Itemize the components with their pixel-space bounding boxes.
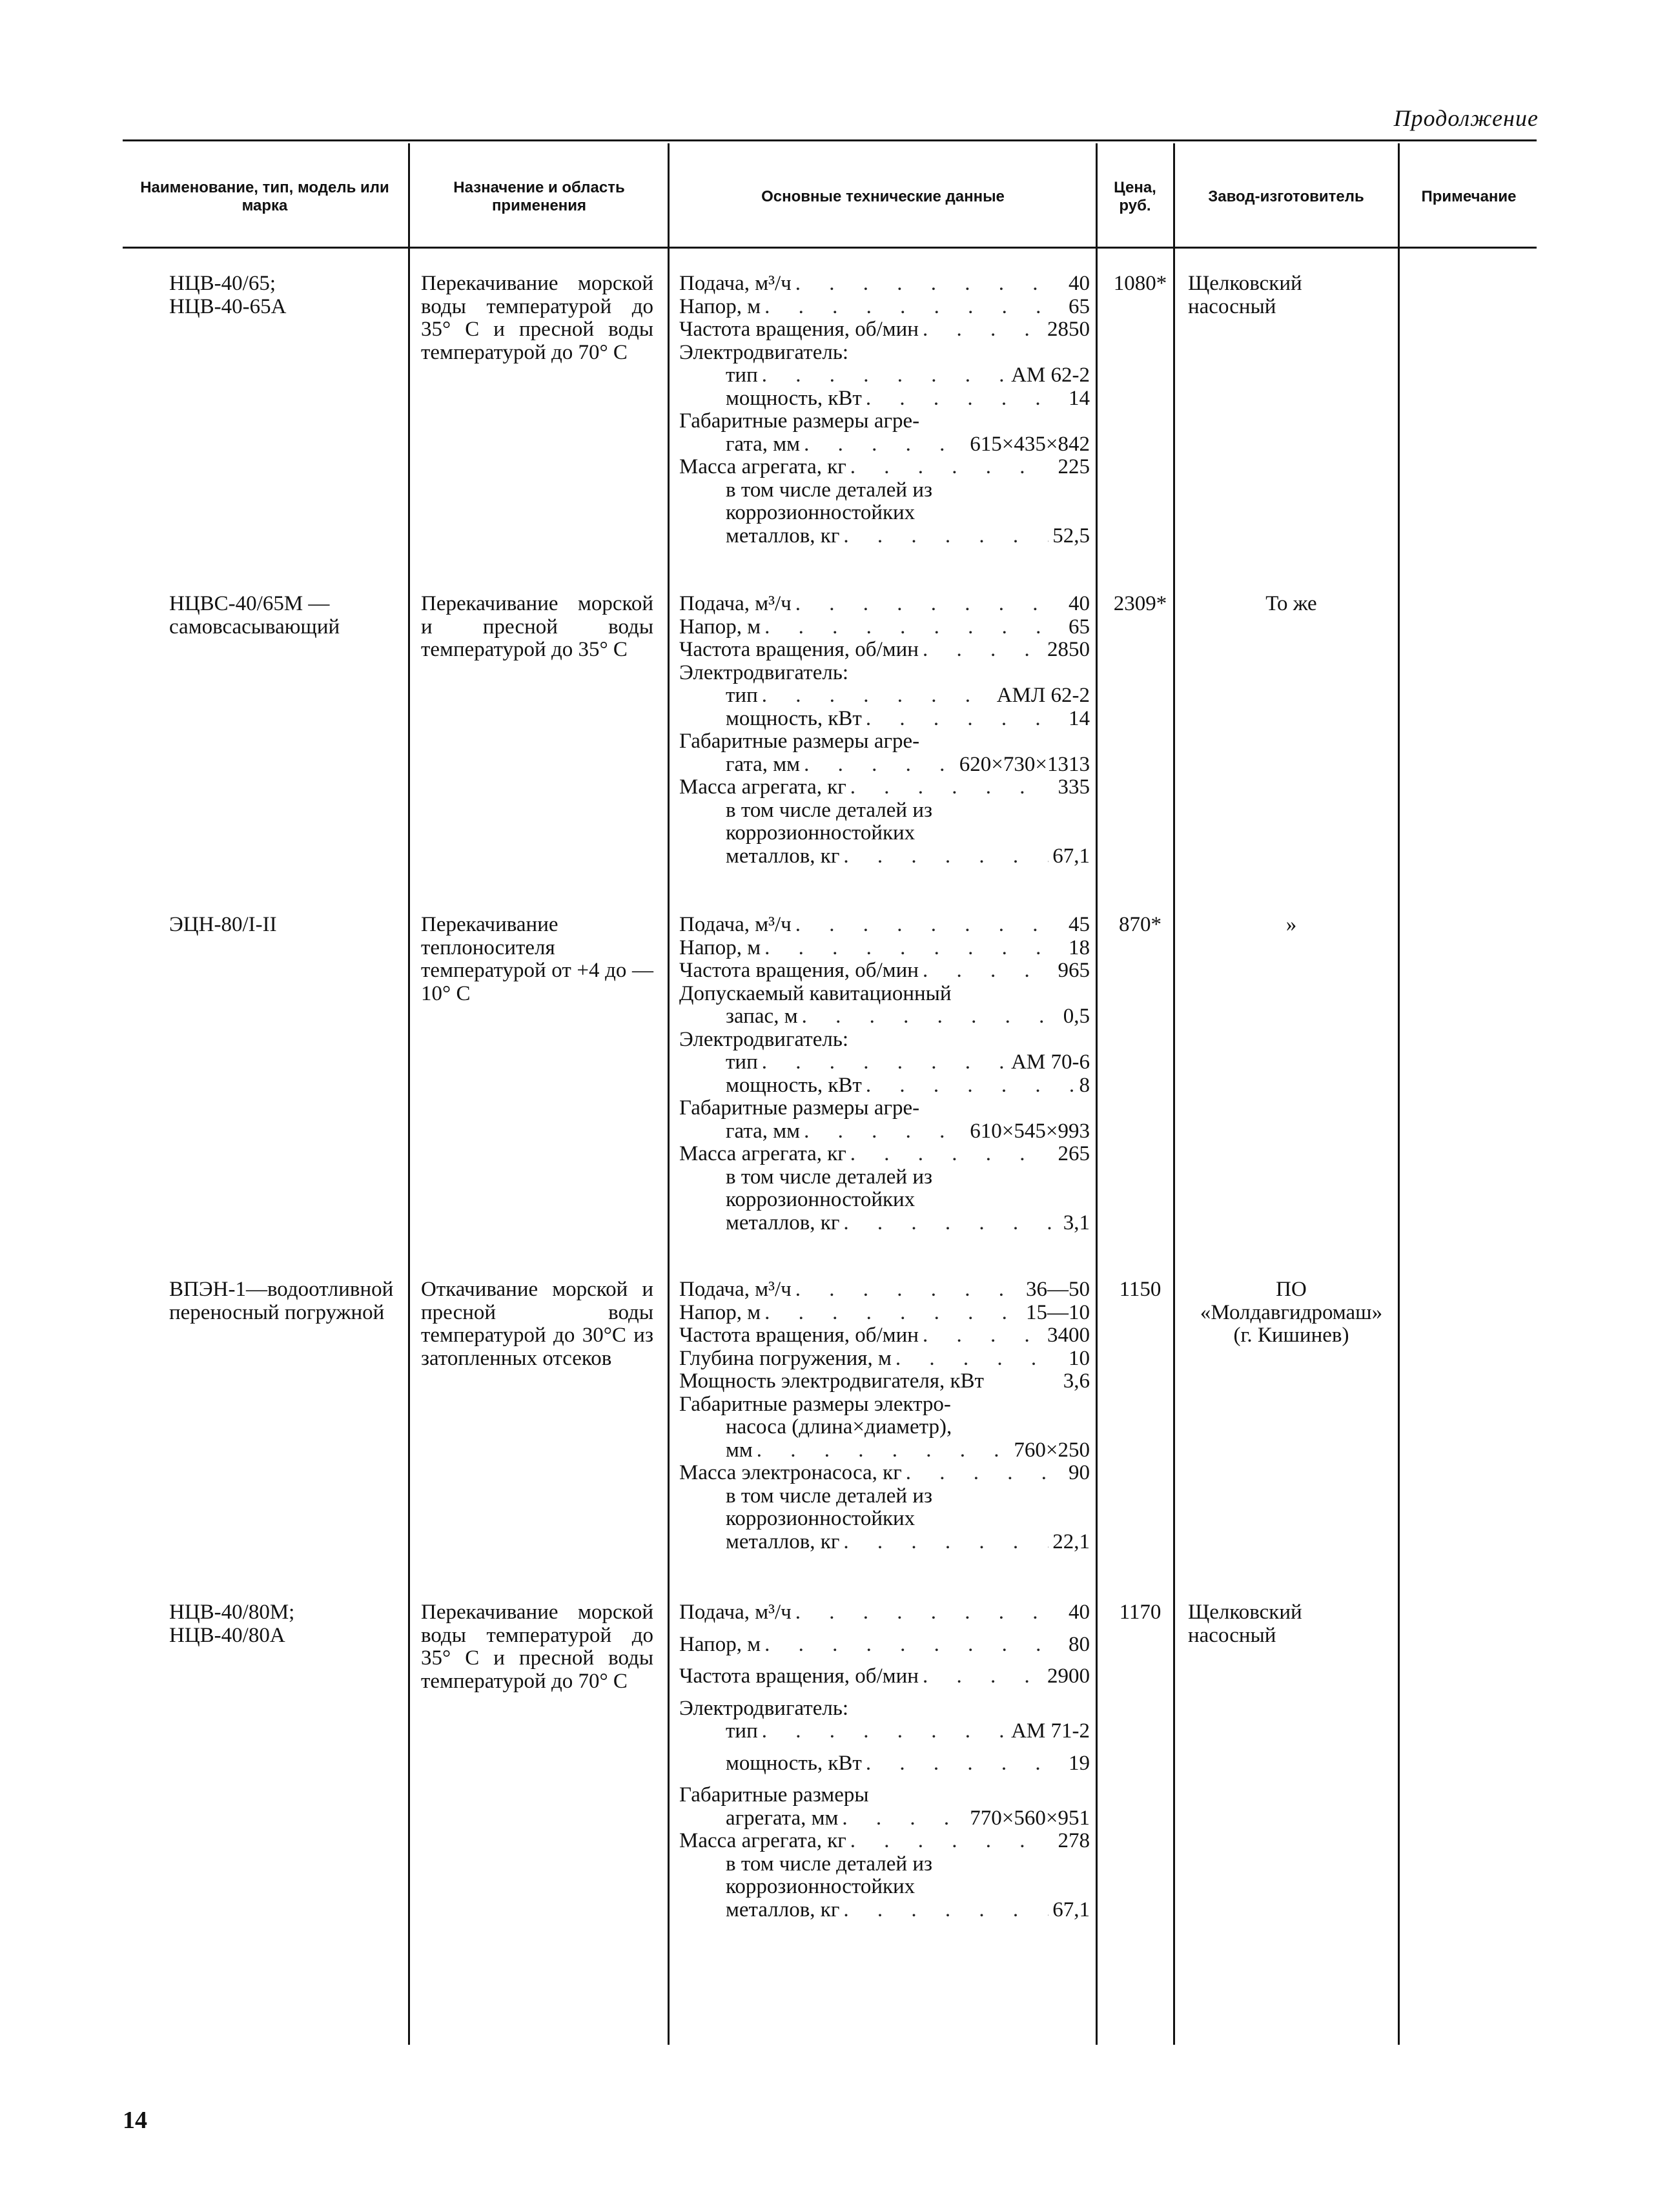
dot-leader [843,845,1049,868]
header-bottom-rule [123,247,1537,249]
spec-label: в том числе деталей из [726,1165,933,1189]
spec-line [679,387,1090,411]
spec-label: тип [726,1050,758,1074]
dot-leader [866,387,1065,411]
spec-label: мощность, кВт [726,386,862,410]
spec-label: Напор, м [679,936,761,959]
dot-leader [804,1120,966,1143]
header-name: Наименование, тип, модель или марка [140,178,389,214]
spec-label: Частота вращения, об/мин [679,959,919,982]
spec-line [679,1347,1090,1371]
spec-value: 610×545×993 [970,1119,1090,1143]
spec-label: запас, м [726,1005,798,1028]
dot-leader [764,937,1065,960]
spec-line [679,296,1090,319]
spec-label: Частота вращения, об/мин [679,1664,919,1688]
spec-label: Подача, м³/ч [679,592,792,615]
product-price: 870* [1119,913,1161,936]
spec-line [679,845,1090,868]
dot-leader [843,1531,1049,1554]
spec-label: Габаритные размеры агре- [679,1096,920,1120]
spec-value: 278 [1058,1829,1090,1852]
spec-line [679,433,1090,456]
product-price: 1150 [1119,1278,1161,1301]
spec-label: Масса электронасоса, кг [679,1461,902,1484]
dot-leader [923,1324,1043,1347]
dot-leader [804,433,966,456]
spec-label: Масса агрегата, кг [679,455,846,478]
spec-line [679,1665,1090,1688]
spec-line [679,342,1090,365]
dot-leader [923,639,1043,662]
spec-value: 8 [1079,1073,1090,1097]
spec-label: Масса агрегата, кг [679,775,846,799]
spec-label: Мощность электродвигателя, кВт [679,1369,984,1393]
spec-label: мощность, кВт [726,706,862,730]
spec-label: Габаритные размеры агре- [679,409,920,433]
spec-label: коррозионностойких [726,1507,916,1530]
spec-line [679,1697,1090,1721]
spec-label: Частота вращения, об/мин [679,638,919,661]
spec-value: АМ 71-2 [1011,1719,1090,1743]
spec-value: 90 [1069,1461,1090,1484]
spec-line [679,639,1090,662]
spec-label: гата, мм [726,1119,801,1143]
spec-label: Габаритные размеры электро- [679,1392,951,1416]
spec-line [679,1370,1090,1393]
spec-label: Подача, м³/ч [679,272,792,295]
spec-value: 40 [1069,592,1090,615]
spec-line [679,1120,1090,1143]
header-maker: Завод-изготовитель [1208,187,1364,205]
spec-label: мм [726,1438,753,1462]
spec-value: 620×730×1313 [959,752,1090,776]
spec-value: 225 [1058,455,1090,478]
dot-leader [804,753,956,777]
spec-line [679,684,1090,708]
product-price: 2309* [1113,592,1167,615]
spec-line [679,799,1090,823]
spec-line [679,1508,1090,1531]
spec-label: металлов, кг [726,1530,840,1553]
spec-label: Подача, м³/ч [679,913,792,936]
spec-label: металлов, кг [726,1211,840,1234]
spec-label: тип [726,684,758,707]
spec-value: 3400 [1047,1324,1090,1347]
dot-leader [923,1665,1043,1688]
spec-value: 965 [1058,959,1090,982]
dot-leader [795,1601,1065,1624]
spec-line [679,410,1090,433]
spec-label: в том числе деталей из [726,478,933,502]
spec-value: 10 [1069,1346,1090,1370]
spec-label: Габаритные размеры агре- [679,730,920,753]
spec-value: 2900 [1047,1664,1090,1688]
header-specs: Основные технические данные [761,187,1005,205]
spec-line [679,937,1090,960]
spec-label: коррозионностойких [726,1188,916,1211]
spec-value: 15—10 [1026,1300,1090,1324]
header-price: Цена, руб. [1114,178,1156,214]
dot-leader [764,296,1065,319]
spec-label: металлов, кг [726,524,840,548]
spec-line [679,1302,1090,1325]
product-name: НЦВ-40/80М; НЦВ-40/80А [169,1601,295,1647]
spec-line [679,1853,1090,1876]
spec-line [679,1005,1090,1029]
spec-label: Напор, м [679,294,761,318]
spec-label: коррозионностойких [726,501,916,524]
spec-line [679,272,1090,296]
spec-line [679,1830,1090,1853]
dot-leader [795,272,1065,296]
spec-line [679,1807,1090,1830]
spec-label: Подача, м³/ч [679,1278,792,1301]
product-purpose: Перекачивание теплоносителя температурой от +4 до —10° С [421,913,653,1005]
spec-label: Глубина погружения, м [679,1346,892,1370]
dot-leader [895,1347,1065,1371]
spec-label: Допускаемый кавитационный [679,981,952,1005]
dot-leader [850,1143,1054,1166]
dot-leader [850,776,1054,799]
spec-value: 40 [1069,1601,1090,1624]
spec-line [679,502,1090,525]
spec-value: 265 [1058,1142,1090,1165]
column-divider [1173,143,1175,2045]
product-maker: ПО «Молдавгидромаш» (г. Кишинев) [1200,1278,1383,1347]
dot-leader [764,616,1065,639]
spec-label: мощность, кВт [726,1751,862,1775]
spec-line [679,1393,1090,1417]
product-purpose: Перекачивание морской и пресной воды температурой до 35° С [421,592,653,661]
spec-value: 67,1 [1052,1898,1090,1921]
dot-leader [764,1302,1022,1325]
dot-leader [850,1830,1054,1853]
dot-leader [795,593,1065,616]
spec-list [679,914,1090,1234]
spec-value: 36—50 [1026,1278,1090,1301]
spec-label: мощность, кВт [726,1073,862,1097]
spec-line [679,318,1090,342]
continuation-label: Продолжение [1393,105,1539,131]
spec-line [679,525,1090,548]
spec-label: Электродвигатель: [679,1696,849,1720]
spec-list [679,1278,1090,1553]
spec-label: Напор, м [679,1632,761,1656]
spec-label: коррозионностойких [726,1875,916,1898]
dot-leader [757,1439,1010,1462]
spec-line [679,1074,1090,1098]
spec-label: гата, мм [726,432,801,456]
spec-list [679,593,1090,868]
spec-label: Частота вращения, об/мин [679,318,919,341]
spec-value: АМ 70-6 [1011,1050,1090,1074]
header-note: Примечание [1421,187,1517,205]
spec-value: АМЛ 62-2 [996,684,1090,707]
spec-label: тип [726,364,758,387]
dot-leader [762,684,993,708]
spec-label: в том числе деталей из [726,1852,933,1876]
spec-value: 2850 [1047,638,1090,661]
spec-line [679,1899,1090,1922]
table-top-rule [123,139,1537,141]
product-purpose: Перекачивание морской воды температурой до 35° С и пресной воды температурой до 70° С [421,1601,653,1693]
header-purpose: Назначение и область применения [453,178,625,214]
spec-value: 65 [1069,294,1090,318]
product-maker: » [1285,913,1297,936]
spec-value: 3,1 [1063,1211,1090,1234]
spec-label: в том числе деталей из [726,798,933,822]
spec-line [679,776,1090,799]
dot-leader [764,1633,1065,1657]
spec-label: металлов, кг [726,844,840,868]
spec-line [679,1876,1090,1899]
product-price: 1080* [1113,272,1167,295]
dot-leader [762,364,1007,387]
spec-label: Масса агрегата, кг [679,1829,846,1852]
spec-line [679,1601,1090,1624]
spec-label: Напор, м [679,1300,761,1324]
column-divider [668,143,670,2045]
spec-line [679,662,1090,685]
spec-label: Частота вращения, об/мин [679,1324,919,1347]
spec-line [679,456,1090,479]
column-divider [1096,143,1098,2045]
spec-line [679,1051,1090,1074]
dot-leader [762,1720,1007,1743]
spec-value: 67,1 [1052,844,1090,868]
spec-line [679,1416,1090,1439]
dot-leader [866,1752,1065,1776]
spec-value: 335 [1058,775,1090,799]
spec-value: 2850 [1047,318,1090,341]
spec-line [679,1633,1090,1657]
product-purpose: Перекачивание морской воды температурой до 35° С и пресной воды температурой до 70° С [421,272,653,364]
spec-list [679,1601,1090,1921]
spec-line [679,1212,1090,1235]
dot-leader [795,1278,1022,1302]
spec-line [679,1166,1090,1189]
spec-line [679,1278,1090,1302]
spec-line [679,593,1090,616]
column-divider [408,143,410,2045]
spec-line [679,1784,1090,1807]
spec-label: в том числе деталей из [726,1484,933,1508]
spec-line [679,1097,1090,1120]
spec-value: 22,1 [1052,1530,1090,1553]
dot-leader [866,1074,1076,1098]
spec-value: 760×250 [1014,1438,1090,1462]
spec-label: Электродвигатель: [679,661,849,684]
dot-leader [762,1051,1007,1074]
spec-line [679,364,1090,387]
dot-leader [843,1212,1059,1235]
product-maker: Щелковский насосный [1188,1601,1302,1647]
spec-value: АМ 62-2 [1011,364,1090,387]
product-purpose: Откачивание морской и пресной воды температурой до 30°С из затопленных отсеков [421,1278,653,1370]
spec-line [679,753,1090,777]
product-name: ЭЦН-80/I-II [169,913,277,936]
dot-leader [843,525,1049,548]
dot-leader [923,959,1054,983]
spec-line [679,914,1090,937]
dot-leader [843,1899,1049,1922]
product-name: НЦВС-40/65М — самовсасывающий [169,592,340,639]
spec-value: 14 [1069,386,1090,410]
spec-line [679,1029,1090,1052]
spec-value: 45 [1069,913,1090,936]
spec-label: насоса (длина×диаметр), [726,1415,952,1439]
spec-value: 80 [1069,1632,1090,1656]
spec-label: Электродвигатель: [679,340,849,364]
spec-line [679,616,1090,639]
spec-line [679,1531,1090,1554]
spec-line [679,1720,1090,1743]
spec-label: Подача, м³/ч [679,1601,792,1624]
spec-line [679,959,1090,983]
dot-leader [866,708,1065,731]
product-name: НЦВ-40/65; НЦВ-40-65А [169,272,287,318]
spec-label: металлов, кг [726,1898,840,1921]
product-price: 1170 [1119,1601,1161,1624]
spec-line [679,1462,1090,1485]
spec-line [679,1324,1090,1347]
spec-value: 3,6 [1063,1369,1090,1393]
spec-label: Электродвигатель: [679,1027,849,1051]
dot-leader [802,1005,1059,1029]
spec-line [679,730,1090,753]
page-number: 14 [123,2107,147,2134]
dot-leader [906,1462,1065,1485]
spec-line [679,479,1090,502]
spec-value: 19 [1069,1751,1090,1775]
spec-value: 615×435×842 [970,432,1090,456]
spec-label: Габаритные размеры [679,1783,869,1807]
spec-line [679,1439,1090,1462]
spec-line [679,983,1090,1006]
spec-line [679,1189,1090,1212]
dot-leader [842,1807,966,1830]
product-maker: Щелковский насосный [1188,272,1302,318]
spec-value: 40 [1069,272,1090,295]
spec-line [679,1143,1090,1166]
product-maker: То же [1265,592,1317,615]
spec-value: 14 [1069,706,1090,730]
spec-label: Масса агрегата, кг [679,1142,846,1165]
spec-list [679,272,1090,548]
spec-line [679,822,1090,845]
dot-leader [923,318,1043,342]
spec-label: гата, мм [726,752,801,776]
spec-line [679,1752,1090,1776]
spec-label: агрегата, мм [726,1806,839,1830]
spec-label: тип [726,1719,758,1743]
spec-value: 770×560×951 [970,1806,1090,1830]
spec-value: 0,5 [1063,1005,1090,1028]
dot-leader [795,914,1065,937]
spec-line [679,708,1090,731]
column-divider [1398,143,1400,2045]
spec-label: коррозионностойких [726,821,916,845]
spec-value: 65 [1069,615,1090,639]
spec-value: 18 [1069,936,1090,959]
spec-label: Напор, м [679,615,761,639]
dot-leader [850,456,1054,479]
product-name: ВПЭН-1—водоотливной переносный погружной [169,1278,394,1324]
spec-value: 52,5 [1052,524,1090,548]
spec-line [679,1485,1090,1508]
